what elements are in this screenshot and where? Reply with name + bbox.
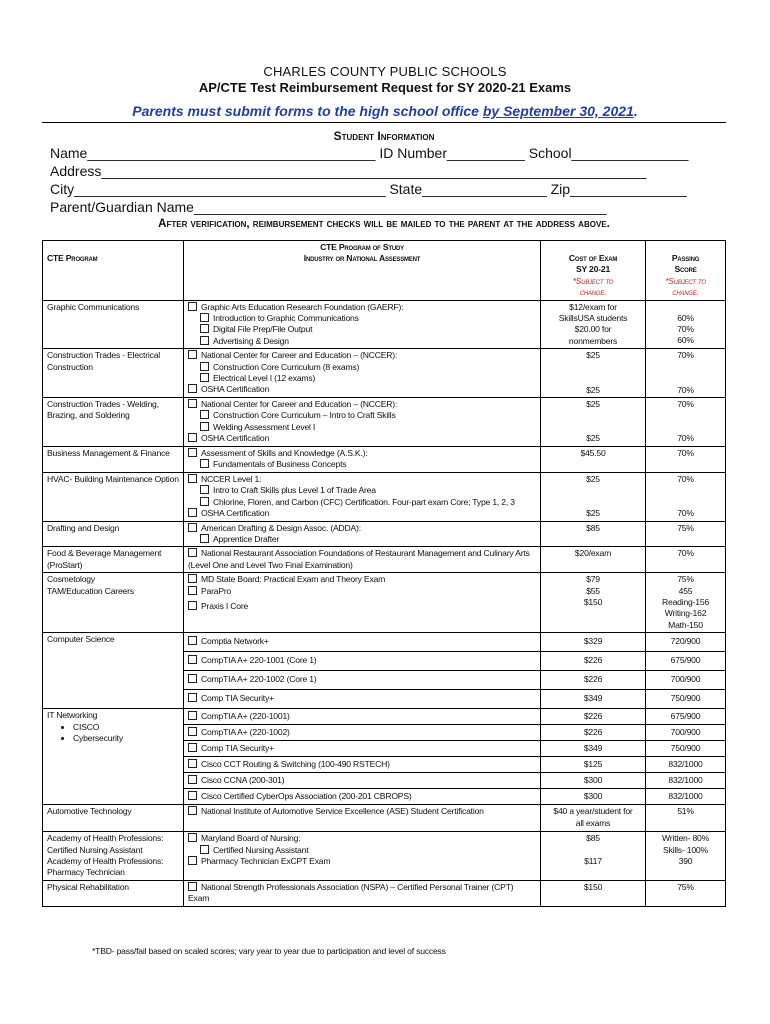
cost-value: $226	[541, 725, 646, 741]
cost-value: $25	[586, 384, 600, 395]
pass-value: 60%	[677, 335, 694, 346]
checkbox-icon[interactable]	[188, 350, 197, 359]
cost-value: $226	[541, 671, 646, 690]
assessment-label: National Strength Professionals Association (NSPA) – Certified Personal Trainer (CPT) Exam	[188, 881, 514, 904]
assessment-label: Graphic Arts Education Research Foundation (GAERF):	[201, 301, 404, 312]
pass-value: 70%	[677, 548, 694, 559]
col-program-header: CTE Program	[47, 253, 98, 263]
cost-value: $40 a year/student for	[553, 806, 633, 817]
cost-value: $79	[586, 574, 600, 585]
checkbox-icon[interactable]	[200, 313, 209, 322]
pass-value: 832/1000	[646, 757, 726, 773]
checkbox-icon[interactable]	[188, 399, 197, 408]
assessment-label: Introduction to Graphic Communications	[213, 313, 359, 324]
pass-value: Skills- 100%	[663, 844, 708, 855]
checkbox-icon[interactable]	[200, 497, 209, 506]
assessment-label: Cisco CCT Routing & Switching (100-490 RSTECH)	[201, 758, 390, 769]
pass-value: 70%	[677, 350, 694, 361]
cost-value: SkillsUSA students	[558, 313, 628, 324]
cost-value: $25	[586, 508, 600, 519]
form-title: AP/CTE Test Reimbursement Request for SY 2020-21 Exams	[198, 80, 572, 95]
cost-value: $25	[586, 399, 600, 410]
assessment-label: Pharmacy Technician ExCPT Exam	[201, 855, 331, 866]
pass-value: 70%	[677, 433, 694, 444]
assessment-label: National Center for Career and Education – (NCCER):	[201, 350, 398, 361]
cost-value: $349	[541, 690, 646, 709]
pass-value: 832/1000	[646, 773, 726, 789]
pass-value: 70%	[677, 508, 694, 519]
pass-value: Reading-156	[661, 596, 709, 607]
table-row	[43, 573, 726, 633]
cost-change-note: change.	[579, 287, 607, 298]
pass-value: 720/900	[646, 633, 726, 652]
student-information-section	[42, 122, 726, 233]
checkbox-icon[interactable]	[188, 791, 197, 800]
pass-value: 51%	[677, 806, 694, 817]
assessment-label: National Institute of Automotive Service Excellence (ASE) Student Certification	[201, 806, 484, 817]
pass-value: 750/900	[646, 690, 726, 709]
cost-value: $55	[586, 585, 600, 596]
checkbox-icon[interactable]	[188, 586, 197, 595]
assessment-label: CompTIA A+ 220-1001 (Core 1)	[201, 655, 317, 666]
checkbox-icon[interactable]	[200, 534, 209, 543]
checkbox-icon[interactable]	[188, 743, 197, 752]
col-assessment-header: Industry or National Assessment	[303, 253, 421, 264]
pass-value: 700/900	[646, 725, 726, 741]
assessment-label: American Drafting & Design Assoc. (ADDA):	[201, 522, 361, 533]
it-track: • CISCO	[73, 722, 179, 733]
program-name: Drafting and Design	[47, 522, 120, 533]
pass-value: 832/1000	[646, 789, 726, 805]
checkbox-icon[interactable]	[188, 601, 197, 610]
assessment-label: NCCER Level 1:	[201, 473, 262, 484]
cost-value: all exams	[575, 817, 611, 828]
cost-value: $300	[541, 773, 646, 789]
pass-change-note: change.	[672, 287, 699, 298]
cost-value: $300	[541, 789, 646, 805]
checkbox-icon[interactable]	[200, 373, 209, 382]
pass-value: 455	[678, 585, 693, 596]
notice-deadline: by September 30, 2021	[482, 103, 634, 119]
pass-value: 70%	[677, 324, 694, 335]
pass-value: 70%	[677, 447, 694, 458]
checkbox-icon[interactable]	[188, 448, 197, 457]
checkbox-icon[interactable]	[188, 302, 197, 311]
program-name: Construction Trades - Electrical Construction	[47, 350, 161, 372]
cost-value: $226	[541, 652, 646, 671]
checkbox-icon[interactable]	[188, 759, 197, 768]
table-header-row	[43, 241, 726, 301]
cost-value: nonmembers	[568, 335, 618, 346]
checkbox-icon[interactable]	[188, 856, 197, 865]
checkbox-icon[interactable]	[188, 711, 197, 720]
assessment-label: Electrical Level I (12 exams)	[213, 373, 316, 384]
program-name: Computer Science	[47, 634, 115, 645]
program-name: Pharmacy Technician	[47, 867, 125, 878]
program-name: Graphic Communications	[47, 301, 140, 312]
table-row	[43, 805, 726, 832]
checkbox-icon[interactable]	[188, 727, 197, 736]
cost-value: $20/exam	[574, 548, 612, 559]
cost-value: $25	[586, 350, 600, 361]
name-id-school-field[interactable]: Name_____________________________________ ID Number__________ School_______________	[50, 145, 689, 161]
cost-value: $25	[586, 433, 600, 444]
assessment-label: Chlorine, Floren, and Carbon (CFC) Certification. Four-part exam Core; Type 1, 2, 3	[213, 496, 515, 507]
pass-value: 675/900	[646, 652, 726, 671]
table-row	[43, 446, 726, 472]
assessment-label: Digital File Prep/File Output	[213, 324, 313, 335]
checkbox-icon[interactable]	[200, 422, 209, 431]
program-name: Cosmetology	[47, 574, 95, 585]
pass-value: 60%	[677, 312, 694, 323]
assessment-label: Welding Assessment Level I	[213, 421, 316, 432]
assessment-label: Advertising & Design	[213, 335, 289, 346]
checkbox-icon[interactable]	[200, 845, 209, 854]
section-title: CTE Program of Study	[320, 242, 404, 252]
pass-value: Math-150	[668, 619, 703, 630]
assessment-label: Praxis I Core	[201, 600, 249, 611]
col-cost-sy: SY 20-21	[575, 264, 611, 275]
assessment-label: Construction Core Curriculum (8 exams)	[213, 361, 360, 372]
cost-value: $150	[583, 881, 603, 892]
program-name: Academy of Health Professions:	[47, 833, 164, 844]
assessment-label: Construction Core Curriculum – Intro to Craft Skills	[213, 410, 396, 421]
cost-value: $12/exam for	[569, 301, 617, 312]
pass-value: 70%	[677, 473, 694, 484]
program-name: HVAC- Building Maintenance Option	[47, 473, 179, 484]
student-info-title: Student Information	[333, 129, 435, 143]
assessment-label: Apprentice Drafter	[213, 533, 280, 544]
cost-value: $85	[586, 522, 600, 533]
assessment-label: Fundamentals of Business Concepts	[213, 459, 347, 470]
program-name: Food & Beverage Management (ProStart)	[47, 548, 162, 570]
program-name: Construction Trades - Welding, Brazing, and Soldering	[47, 399, 159, 421]
it-track: • Cybersecurity	[73, 733, 179, 744]
table-row	[43, 521, 726, 547]
verification-note: After verification, reimbursement checks will be mailed to the parent at the address above.	[158, 218, 610, 230]
assessment-label: National Center for Career and Education – (NCCER):	[201, 399, 398, 410]
pass-value: 675/900	[646, 709, 726, 725]
checkbox-icon[interactable]	[188, 833, 197, 842]
cost-value: $150	[583, 596, 603, 607]
checkbox-icon[interactable]	[188, 882, 197, 891]
program-name: Physical Rehabilitation	[47, 881, 129, 892]
table-row	[43, 472, 726, 521]
assessment-label: ParaPro	[201, 585, 232, 596]
cost-value: $226	[541, 709, 646, 725]
cost-value: $329	[541, 633, 646, 652]
checkbox-icon[interactable]	[188, 384, 197, 393]
program-name: IT Networking	[47, 710, 98, 721]
col-pass-header: Passing	[671, 253, 700, 263]
assessment-label: Intro to Craft Skills plus Level 1 of Trade Area	[213, 485, 376, 496]
cost-value: $45.50	[580, 447, 606, 458]
assessment-label: Cisco Certified CyberOps Association (200-201 CBROPS)	[201, 790, 412, 801]
checkbox-icon[interactable]	[188, 655, 197, 664]
assessment-label: Comp TIA Security+	[201, 742, 274, 753]
pass-value: 75%	[677, 522, 694, 533]
program-name: Automotive Technology	[47, 806, 132, 817]
checkbox-icon[interactable]	[200, 324, 209, 333]
pass-value: 750/900	[646, 741, 726, 757]
pass-value: 390	[678, 855, 693, 866]
table-row	[43, 349, 726, 398]
checkbox-icon[interactable]	[188, 433, 197, 442]
col-pass-header-2: Score	[674, 264, 697, 275]
cost-value: $85	[586, 833, 600, 844]
pass-value: 70%	[677, 399, 694, 410]
checkbox-icon[interactable]	[200, 336, 209, 345]
cost-value: $20.00 for	[574, 324, 612, 335]
cost-value: $25	[586, 473, 600, 484]
checkbox-icon[interactable]	[188, 806, 197, 815]
col-cost-header: Cost of Exam	[568, 253, 618, 263]
checkbox-icon[interactable]	[188, 574, 197, 583]
city-state-zip-field[interactable]: City________________________________________ State________________ Zip_______________	[50, 181, 687, 197]
org-name: CHARLES COUNTY PUBLIC SCHOOLS	[263, 64, 507, 79]
pass-subject-note: *Subject to	[665, 275, 706, 286]
assessment-label: OSHA Certification	[201, 384, 270, 395]
notice-prefix: Parents must submit forms to the high school office	[132, 103, 479, 119]
pass-value: 75%	[677, 574, 694, 585]
footnote: *TBD- pass/fail based on scaled scores; vary year to year due to participation and level of success	[92, 946, 446, 956]
program-name: Certified Nursing Assistant	[47, 844, 143, 855]
assessment-label: OSHA Certification	[201, 433, 270, 444]
assessment-label: Assessment of Skills and Knowledge (A.S.K.):	[201, 447, 368, 458]
table-row	[43, 832, 726, 881]
address-field[interactable]: Address______________________________________________________________________	[50, 163, 647, 179]
cost-value: $349	[541, 741, 646, 757]
checkbox-icon[interactable]	[188, 523, 197, 532]
checkbox-icon[interactable]	[200, 362, 209, 371]
program-name: TAM/Education Careers	[47, 585, 134, 596]
pass-value: Writing-162	[664, 608, 707, 619]
pass-value: 70%	[677, 384, 694, 395]
parent-guardian-field[interactable]: Parent/Guardian Name_____________________________________________________	[50, 199, 607, 215]
assessment-label: CompTIA A+ (220-1002)	[201, 726, 290, 737]
assessment-label: CompTIA A+ (220-1001)	[201, 710, 290, 721]
table-row	[43, 547, 726, 573]
checkbox-icon[interactable]	[188, 508, 197, 517]
assessment-label: CompTIA A+ 220-1002 (Core 1)	[201, 674, 317, 685]
table-row	[43, 633, 726, 652]
assessment-label: Comptia Network+	[201, 636, 269, 647]
table-row	[43, 398, 726, 447]
cost-value: $125	[541, 757, 646, 773]
assessment-label: OSHA Certification	[201, 507, 270, 518]
program-name: Academy of Health Professions:	[47, 855, 164, 866]
checkbox-icon[interactable]	[188, 674, 197, 683]
cost-subject-note: *Subject to	[572, 275, 614, 286]
cte-program-table	[42, 240, 726, 907]
table-row	[43, 709, 726, 725]
checkbox-icon[interactable]	[188, 693, 197, 702]
checkbox-icon[interactable]	[200, 410, 209, 419]
submission-notice	[0, 103, 770, 119]
assessment-label: National Restaurant Association Foundations of Restaurant Management and Culinary Arts (Level One and Level Two Final Examination)	[188, 548, 530, 570]
checkbox-icon[interactable]	[188, 775, 197, 784]
assessment-label: Certified Nursing Assistant	[213, 844, 309, 855]
checkbox-icon[interactable]	[188, 636, 197, 645]
checkbox-icon[interactable]	[200, 485, 209, 494]
assessment-label: Cisco CCNA (200-301)	[201, 774, 285, 785]
pass-value: Written- 80%	[661, 833, 710, 844]
checkbox-icon[interactable]	[200, 459, 209, 468]
notice-suffix: .	[633, 103, 638, 119]
pass-value: 75%	[677, 881, 694, 892]
table-row	[43, 880, 726, 906]
assessment-label: Maryland Board of Nursing:	[201, 833, 301, 844]
checkbox-icon[interactable]	[188, 474, 197, 483]
pass-value: 700/900	[646, 671, 726, 690]
program-name: Business Management & Finance	[47, 447, 170, 458]
assessment-label: Comp TIA Security+	[201, 693, 274, 704]
checkbox-icon[interactable]	[188, 548, 197, 557]
cost-value: $117	[584, 855, 602, 866]
table-row	[43, 300, 726, 349]
assessment-label: MD State Board: Practical Exam and Theory Exam	[201, 574, 386, 585]
